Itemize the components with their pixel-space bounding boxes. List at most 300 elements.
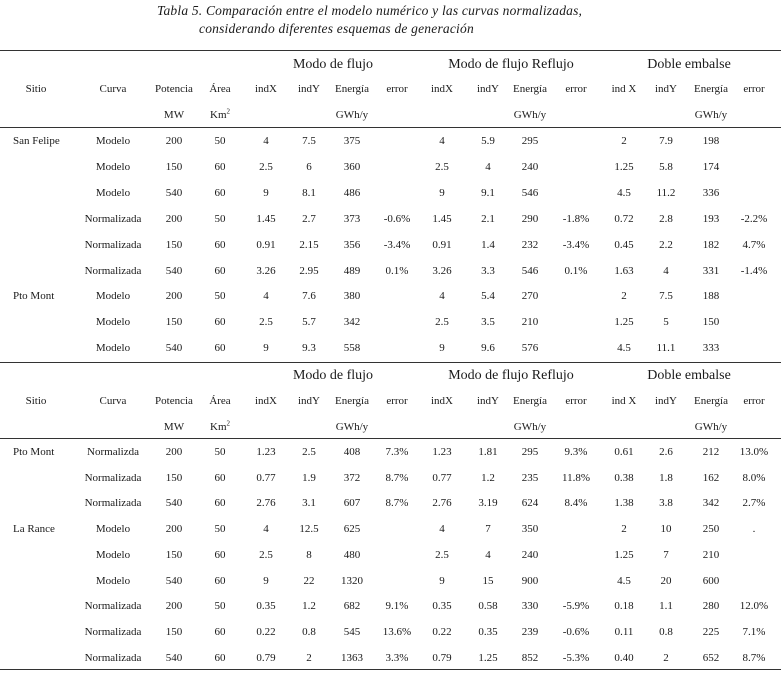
sec2-table-cell: 12.5 bbox=[299, 523, 319, 536]
sec1-table-cell: 290 bbox=[521, 212, 539, 225]
sec2-group-header: Modo de flujo Reflujo bbox=[448, 368, 574, 383]
sec1-table-cell: 5.8 bbox=[659, 160, 673, 173]
sec1-table-cell: 240 bbox=[521, 160, 539, 173]
sec2-table-cell: 2.6 bbox=[659, 446, 673, 458]
sec2-table-cell: 1.23 bbox=[256, 446, 276, 458]
sec1-table-cell: 540 bbox=[165, 342, 183, 355]
sec1-table-cell: 6 bbox=[306, 160, 312, 173]
sec1-table-cell: 1.25 bbox=[614, 316, 634, 329]
unit-area-superscript: 2 bbox=[226, 107, 230, 116]
sec1-table-cell: 5.7 bbox=[302, 316, 316, 329]
sec2-column-header: Energía bbox=[334, 395, 370, 407]
sec2-column-header: Potencia bbox=[155, 395, 193, 407]
sec1-column-header: Curva bbox=[99, 83, 127, 95]
sec1-table-cell: Modelo bbox=[95, 135, 131, 147]
unit-area-text: Km bbox=[210, 421, 227, 433]
sec1-table-cell: 7.5 bbox=[302, 135, 316, 147]
sec2-table-cell: 408 bbox=[343, 446, 361, 458]
sec2-table-cell: 13.0% bbox=[739, 446, 769, 458]
sec2-table-cell: 2.5 bbox=[302, 446, 316, 458]
sec1-table-cell: 11.1 bbox=[656, 342, 676, 355]
sec1-table-cell: 486 bbox=[343, 186, 361, 199]
sec1-table-cell: 1.45 bbox=[432, 212, 452, 225]
sec2-table-cell: 2.7% bbox=[742, 497, 766, 510]
sec2-table-cell: 0.35 bbox=[432, 600, 452, 613]
sec1-table-cell: 360 bbox=[343, 160, 361, 173]
sec2-table-cell: Modelo bbox=[95, 548, 131, 561]
sec2-table-cell: 540 bbox=[165, 497, 183, 510]
sec2-table-cell: -0.6% bbox=[562, 625, 590, 638]
sec1-table-cell: 50 bbox=[214, 290, 226, 303]
sec1-table-cell: 0.91 bbox=[432, 238, 452, 251]
sec1-column-header: indX bbox=[255, 83, 277, 95]
sec2-table-cell: 60 bbox=[214, 625, 226, 638]
sec1-table-cell: 11.2 bbox=[656, 186, 676, 199]
sec2-table-cell: 4 bbox=[485, 548, 491, 561]
sec2-group-header: Modo de flujo bbox=[292, 368, 374, 383]
sec1-table-cell: 4 bbox=[439, 290, 445, 303]
sec2-table-cell: 2.5 bbox=[259, 548, 273, 561]
sec2-column-header: ind X bbox=[611, 395, 637, 407]
sec2-table-cell: 0.79 bbox=[256, 651, 276, 664]
sec2-table-cell: 7.3% bbox=[385, 446, 409, 458]
sec2-table-cell: 8.0% bbox=[742, 471, 766, 484]
sec1-table-cell: 9 bbox=[263, 342, 269, 355]
sec2-table-cell: 3.8 bbox=[659, 497, 673, 510]
sec2-table-cell: Modelo bbox=[95, 574, 131, 587]
sec2-table-cell: 150 bbox=[165, 471, 183, 484]
sec1-table-cell: Modelo bbox=[95, 160, 131, 173]
sec2-table-cell: 1.8 bbox=[659, 471, 673, 484]
sec1-table-cell: 373 bbox=[343, 212, 361, 225]
sec2-table-cell: 2.76 bbox=[256, 497, 276, 510]
sec2-table-cell: 342 bbox=[702, 497, 720, 510]
sec2-table-cell: 1320 bbox=[341, 574, 363, 587]
sec1-table-cell: 200 bbox=[165, 135, 183, 147]
sec2-table-cell: 1.2 bbox=[481, 471, 495, 484]
sec2-column-header: indY bbox=[298, 395, 320, 407]
unit-area-text: Km bbox=[210, 109, 227, 121]
sec1-table-cell: 150 bbox=[165, 316, 183, 329]
sec2-column-header: Energía bbox=[693, 395, 729, 407]
sec1-column-header: Sitio bbox=[25, 83, 47, 95]
sec2-table-cell: Normalizada bbox=[84, 600, 142, 613]
header-rule-2 bbox=[0, 438, 781, 439]
table-caption bbox=[157, 2, 582, 38]
sec2-table-cell: Normalizada bbox=[84, 625, 142, 638]
sec2-column-header: error bbox=[565, 395, 587, 407]
sec1-table-cell: 3.26 bbox=[432, 264, 452, 277]
bottom-rule bbox=[0, 669, 781, 670]
sec2-table-cell: 3.19 bbox=[478, 497, 498, 510]
sec1-table-cell: 336 bbox=[702, 186, 720, 199]
sec2-site-cell: La Rance bbox=[13, 523, 55, 536]
sec2-table-cell: 225 bbox=[702, 625, 720, 638]
sec1-site-cell: San Felipe bbox=[13, 135, 60, 147]
sec2-unit-label bbox=[210, 421, 230, 434]
sec2-table-cell: 200 bbox=[165, 600, 183, 613]
sec1-table-cell: 2.2 bbox=[659, 238, 673, 251]
sec2-table-cell: 10 bbox=[660, 523, 672, 536]
sec1-table-cell: 2.95 bbox=[299, 264, 319, 277]
sec2-table-cell: 2 bbox=[663, 651, 669, 664]
sec2-table-cell: 162 bbox=[702, 471, 720, 484]
sec2-table-cell: 60 bbox=[214, 471, 226, 484]
sec2-table-cell: -5.9% bbox=[562, 600, 590, 613]
sec2-table-cell: 12.0% bbox=[739, 600, 769, 613]
sec2-column-header: indY bbox=[477, 395, 499, 407]
sec1-table-cell: 356 bbox=[343, 238, 361, 251]
sec2-table-cell: 250 bbox=[702, 523, 720, 536]
sec1-table-cell: 331 bbox=[702, 264, 720, 277]
sec2-table-cell: 540 bbox=[165, 651, 183, 664]
sec2-table-cell: 50 bbox=[214, 600, 226, 613]
sec1-table-cell: 60 bbox=[214, 316, 226, 329]
sec1-table-cell: 198 bbox=[702, 135, 720, 147]
sec2-table-cell: 22 bbox=[303, 574, 315, 587]
sec1-unit-label: MW bbox=[163, 109, 185, 121]
sec2-table-cell: 60 bbox=[214, 651, 226, 664]
sec1-table-cell: 546 bbox=[521, 264, 539, 277]
sec1-unit-label: GWh/y bbox=[513, 109, 547, 121]
sec2-column-header: Área bbox=[209, 395, 231, 407]
sec1-table-cell: 9 bbox=[439, 186, 445, 199]
sec1-table-cell: 2.5 bbox=[435, 160, 449, 173]
sec2-table-cell: 4.5 bbox=[617, 574, 631, 587]
sec2-unit-label: MW bbox=[163, 421, 185, 433]
sec1-table-cell: 9 bbox=[439, 342, 445, 355]
sec2-table-cell: 852 bbox=[521, 651, 539, 664]
sec1-table-cell: 375 bbox=[343, 135, 361, 147]
sec2-table-cell: 60 bbox=[214, 497, 226, 510]
sec1-unit-label: GWh/y bbox=[335, 109, 369, 121]
sec2-table-cell: 1.25 bbox=[478, 651, 498, 664]
sec1-table-cell: Modelo bbox=[95, 342, 131, 355]
sec2-table-cell: Normalizada bbox=[84, 651, 142, 664]
sec2-group-header: Doble embalse bbox=[647, 368, 731, 383]
sec2-site-cell: Pto Mont bbox=[13, 446, 55, 458]
sec1-unit-label: GWh/y bbox=[694, 109, 728, 121]
sec2-table-cell: 2.5 bbox=[435, 548, 449, 561]
sec1-table-cell: 0.91 bbox=[256, 238, 276, 251]
sec2-table-cell: 3.3% bbox=[385, 651, 409, 664]
sec1-table-cell: 1.63 bbox=[614, 264, 634, 277]
sec1-table-cell: 342 bbox=[343, 316, 361, 329]
sec1-table-cell: 380 bbox=[343, 290, 361, 303]
sec2-table-cell: 8.7% bbox=[385, 497, 409, 510]
sec2-table-cell: 0.22 bbox=[432, 625, 452, 638]
sec2-table-cell: 60 bbox=[214, 574, 226, 587]
sec2-table-cell: 330 bbox=[521, 600, 539, 613]
sec2-table-cell: 50 bbox=[214, 446, 226, 458]
sec1-table-cell: 2.1 bbox=[481, 212, 495, 225]
sec1-table-cell: 7.5 bbox=[659, 290, 673, 303]
sec2-table-cell: 0.61 bbox=[614, 446, 634, 458]
sec1-table-cell: -2.2% bbox=[740, 212, 768, 225]
sec2-table-cell: 900 bbox=[521, 574, 539, 587]
sec2-table-cell: 0.8 bbox=[302, 625, 316, 638]
sec2-table-cell: 7 bbox=[663, 548, 669, 561]
sec1-table-cell: 1.4 bbox=[481, 238, 495, 251]
sec2-column-header: Energía bbox=[512, 395, 548, 407]
sec2-table-cell: 1.81 bbox=[478, 446, 498, 458]
sec2-column-header: Sitio bbox=[25, 395, 47, 407]
sec1-table-cell: 558 bbox=[343, 342, 361, 355]
sec1-table-cell: 5.9 bbox=[481, 135, 495, 147]
sec2-table-cell: 9.3% bbox=[564, 446, 588, 458]
sec1-table-cell: 295 bbox=[521, 135, 539, 147]
sec2-table-cell: 200 bbox=[165, 523, 183, 536]
sec1-table-cell: Modelo bbox=[95, 186, 131, 199]
sec1-table-cell: 4 bbox=[439, 135, 445, 147]
sec1-table-cell: 270 bbox=[521, 290, 539, 303]
sec2-table-cell: 350 bbox=[521, 523, 539, 536]
sec2-table-cell: 0.40 bbox=[614, 651, 634, 664]
sec2-table-cell: 1.2 bbox=[302, 600, 316, 613]
sec2-table-cell: 8.7% bbox=[385, 471, 409, 484]
sec2-table-cell: 150 bbox=[165, 548, 183, 561]
sec2-table-cell: 682 bbox=[343, 600, 361, 613]
sec1-table-cell: -1.4% bbox=[740, 264, 768, 277]
sec1-table-cell: 193 bbox=[702, 212, 720, 225]
sec1-table-cell: -3.4% bbox=[383, 238, 411, 251]
sec2-table-cell: 1.1 bbox=[659, 600, 673, 613]
sec2-column-header: indY bbox=[655, 395, 677, 407]
sec1-table-cell: 4 bbox=[263, 135, 269, 147]
sec1-table-cell: Normalizada bbox=[84, 212, 142, 225]
sec2-table-cell: 0.18 bbox=[614, 600, 634, 613]
section-divider-rule bbox=[0, 362, 781, 363]
sec1-table-cell: 540 bbox=[165, 186, 183, 199]
sec2-table-cell: 15 bbox=[482, 574, 494, 587]
sec1-column-header: indY bbox=[298, 83, 320, 95]
sec2-table-cell: 1.23 bbox=[432, 446, 452, 458]
sec2-table-cell: 150 bbox=[165, 625, 183, 638]
sec2-table-cell: 2 bbox=[306, 651, 312, 664]
sec1-group-header: Modo de flujo bbox=[292, 57, 374, 72]
sec2-table-cell: 1.9 bbox=[302, 471, 316, 484]
sec1-table-cell: 9.6 bbox=[481, 342, 495, 355]
sec2-table-cell: 4 bbox=[439, 523, 445, 536]
sec2-table-cell: 545 bbox=[343, 625, 361, 638]
sec1-table-cell: 232 bbox=[521, 238, 539, 251]
sec1-table-cell: 174 bbox=[702, 160, 720, 173]
sec1-table-cell: 0.1% bbox=[385, 264, 409, 277]
sec2-table-cell: 1.25 bbox=[614, 548, 634, 561]
sec1-table-cell: 200 bbox=[165, 212, 183, 225]
sec1-table-cell: 50 bbox=[214, 135, 226, 147]
sec1-table-cell: 9 bbox=[263, 186, 269, 199]
sec2-table-cell: 7.1% bbox=[742, 625, 766, 638]
sec1-table-cell: 540 bbox=[165, 264, 183, 277]
sec1-table-cell: 2.7 bbox=[302, 212, 316, 225]
sec2-table-cell: 0.79 bbox=[432, 651, 452, 664]
sec2-table-cell: 20 bbox=[660, 574, 672, 587]
sec1-table-cell: 2.5 bbox=[259, 316, 273, 329]
sec1-table-cell: 3.3 bbox=[481, 264, 495, 277]
sec1-table-cell: 60 bbox=[214, 238, 226, 251]
sec1-column-header: ind X bbox=[611, 83, 637, 95]
top-rule bbox=[0, 50, 781, 51]
sec2-table-cell: 0.35 bbox=[256, 600, 276, 613]
sec1-column-header: error bbox=[386, 83, 408, 95]
sec2-table-cell: 2.76 bbox=[432, 497, 452, 510]
sec2-table-cell: . bbox=[752, 523, 756, 536]
sec1-table-cell: 0.45 bbox=[614, 238, 634, 251]
caption-line-1: Tabla 5. Comparación entre el modelo numérico y las curvas normalizadas, bbox=[157, 3, 583, 18]
sec1-table-cell: 4 bbox=[485, 160, 491, 173]
sec1-table-cell: 60 bbox=[214, 160, 226, 173]
sec2-table-cell: 200 bbox=[165, 446, 183, 458]
sec1-column-header: Energía bbox=[693, 83, 729, 95]
sec2-table-cell: 372 bbox=[343, 471, 361, 484]
sec1-table-cell: 8.1 bbox=[302, 186, 316, 199]
header-rule-1 bbox=[0, 127, 781, 128]
sec2-table-cell: 1363 bbox=[341, 651, 363, 664]
sec1-table-cell: 546 bbox=[521, 186, 539, 199]
caption-line-2: considerando diferentes esquemas de generación bbox=[199, 21, 474, 36]
sec1-table-cell: 333 bbox=[702, 342, 720, 355]
sec2-table-cell: 0.77 bbox=[256, 471, 276, 484]
sec2-table-cell: 13.6% bbox=[382, 625, 412, 638]
sec2-column-header: indX bbox=[255, 395, 277, 407]
sec2-table-cell: Modelo bbox=[95, 523, 131, 536]
sec2-table-cell: 607 bbox=[343, 497, 361, 510]
sec2-table-cell: 0.58 bbox=[478, 600, 498, 613]
sec2-table-cell: 210 bbox=[702, 548, 720, 561]
sec1-table-cell: 150 bbox=[165, 238, 183, 251]
sec1-table-cell: 489 bbox=[343, 264, 361, 277]
sec2-table-cell: 295 bbox=[521, 446, 539, 458]
sec1-table-cell: 2 bbox=[621, 135, 627, 147]
sec2-unit-label: GWh/y bbox=[513, 421, 547, 433]
sec1-column-header: Área bbox=[209, 83, 231, 95]
sec1-table-cell: 2 bbox=[621, 290, 627, 303]
sec1-table-cell: Normalizada bbox=[84, 238, 142, 251]
sec2-table-cell: 624 bbox=[521, 497, 539, 510]
sec2-table-cell: 235 bbox=[521, 471, 539, 484]
sec2-table-cell: 625 bbox=[343, 523, 361, 536]
sec1-column-header: indY bbox=[655, 83, 677, 95]
sec1-table-cell: 4 bbox=[663, 264, 669, 277]
sec1-table-cell: 1.45 bbox=[256, 212, 276, 225]
sec2-table-cell: 11.8% bbox=[561, 471, 591, 484]
sec1-table-cell: Modelo bbox=[95, 290, 131, 303]
sec1-table-cell: 60 bbox=[214, 186, 226, 199]
sec1-table-cell: -1.8% bbox=[562, 212, 590, 225]
sec1-table-cell: Normalizada bbox=[84, 264, 142, 277]
sec1-table-cell: 4.7% bbox=[742, 238, 766, 251]
sec1-column-header: error bbox=[565, 83, 587, 95]
sec1-table-cell: -3.4% bbox=[562, 238, 590, 251]
sec2-table-cell: 60 bbox=[214, 548, 226, 561]
sec2-column-header: error bbox=[386, 395, 408, 407]
sec2-table-cell: 9 bbox=[439, 574, 445, 587]
sec2-table-cell: 2 bbox=[621, 523, 627, 536]
sec1-table-cell: 5 bbox=[663, 316, 669, 329]
sec1-column-header: Potencia bbox=[155, 83, 193, 95]
sec1-column-header: Energía bbox=[512, 83, 548, 95]
sec1-table-cell: 60 bbox=[214, 264, 226, 277]
sec1-table-cell: 150 bbox=[702, 316, 720, 329]
sec1-column-header: indX bbox=[431, 83, 453, 95]
sec2-table-cell: Normalizda bbox=[87, 446, 139, 458]
sec1-table-cell: 7.9 bbox=[659, 135, 673, 147]
sec1-table-cell: 2.5 bbox=[259, 160, 273, 173]
sec2-table-cell: 212 bbox=[702, 446, 720, 458]
sec1-table-cell: 576 bbox=[521, 342, 539, 355]
sec1-column-header: error bbox=[743, 83, 765, 95]
sec1-table-cell: 0.72 bbox=[614, 212, 634, 225]
sec2-table-cell: 7 bbox=[485, 523, 491, 536]
sec1-table-cell: 210 bbox=[521, 316, 539, 329]
sec2-table-cell: 50 bbox=[214, 523, 226, 536]
sec2-table-cell: 480 bbox=[343, 548, 361, 561]
sec1-table-cell: 7.6 bbox=[302, 290, 316, 303]
sec2-table-cell: 9.1% bbox=[385, 600, 409, 613]
sec2-table-cell: 239 bbox=[521, 625, 539, 638]
sec1-table-cell: 200 bbox=[165, 290, 183, 303]
sec1-table-cell: 0.1% bbox=[564, 264, 588, 277]
sec1-table-cell: 4.5 bbox=[617, 186, 631, 199]
sec1-table-cell: 2.15 bbox=[299, 238, 319, 251]
sec2-table-cell: 8.7% bbox=[742, 651, 766, 664]
sec1-table-cell: 150 bbox=[165, 160, 183, 173]
sec2-table-cell: 280 bbox=[702, 600, 720, 613]
sec2-column-header: Curva bbox=[99, 395, 127, 407]
sec2-unit-label: GWh/y bbox=[694, 421, 728, 433]
sec2-table-cell: 600 bbox=[702, 574, 720, 587]
sec2-table-cell: Normalizada bbox=[84, 497, 142, 510]
sec1-table-cell: Modelo bbox=[95, 316, 131, 329]
sec2-table-cell: Normalizada bbox=[84, 471, 142, 484]
sec1-site-cell: Pto Mont bbox=[13, 290, 55, 303]
sec1-table-cell: -0.6% bbox=[383, 212, 411, 225]
sec1-table-cell: 2.5 bbox=[435, 316, 449, 329]
sec1-table-cell: 2.8 bbox=[659, 212, 673, 225]
sec2-column-header: indX bbox=[431, 395, 453, 407]
sec2-table-cell: 8.4% bbox=[564, 497, 588, 510]
sec1-table-cell: 60 bbox=[214, 342, 226, 355]
sec2-table-cell: 0.8 bbox=[659, 625, 673, 638]
sec2-table-cell: 3.1 bbox=[302, 497, 316, 510]
sec1-table-cell: 9.1 bbox=[481, 186, 495, 199]
sec1-table-cell: 9.3 bbox=[302, 342, 316, 355]
sec2-table-cell: 0.22 bbox=[256, 625, 276, 638]
sec1-group-header: Modo de flujo Reflujo bbox=[448, 57, 574, 72]
sec1-table-cell: 188 bbox=[702, 290, 720, 303]
sec2-table-cell: 9 bbox=[263, 574, 269, 587]
sec2-table-cell: 0.38 bbox=[614, 471, 634, 484]
sec1-table-cell: 4.5 bbox=[617, 342, 631, 355]
sec2-table-cell: 540 bbox=[165, 574, 183, 587]
sec2-table-cell: 240 bbox=[521, 548, 539, 561]
unit-area-superscript: 2 bbox=[226, 419, 230, 428]
sec2-table-cell: 8 bbox=[306, 548, 312, 561]
sec1-column-header: indY bbox=[477, 83, 499, 95]
sec2-table-cell: 652 bbox=[702, 651, 720, 664]
sec1-table-cell: 3.26 bbox=[256, 264, 276, 277]
sec2-table-cell: -5.3% bbox=[562, 651, 590, 664]
sec2-table-cell: 0.77 bbox=[432, 471, 452, 484]
sec2-column-header: error bbox=[743, 395, 765, 407]
sec2-table-cell: 4 bbox=[263, 523, 269, 536]
sec1-table-cell: 4 bbox=[263, 290, 269, 303]
sec2-table-cell: 0.11 bbox=[614, 625, 634, 638]
sec1-table-cell: 5.4 bbox=[481, 290, 495, 303]
sec1-group-header: Doble embalse bbox=[647, 57, 731, 72]
sec1-table-cell: 1.25 bbox=[614, 160, 634, 173]
